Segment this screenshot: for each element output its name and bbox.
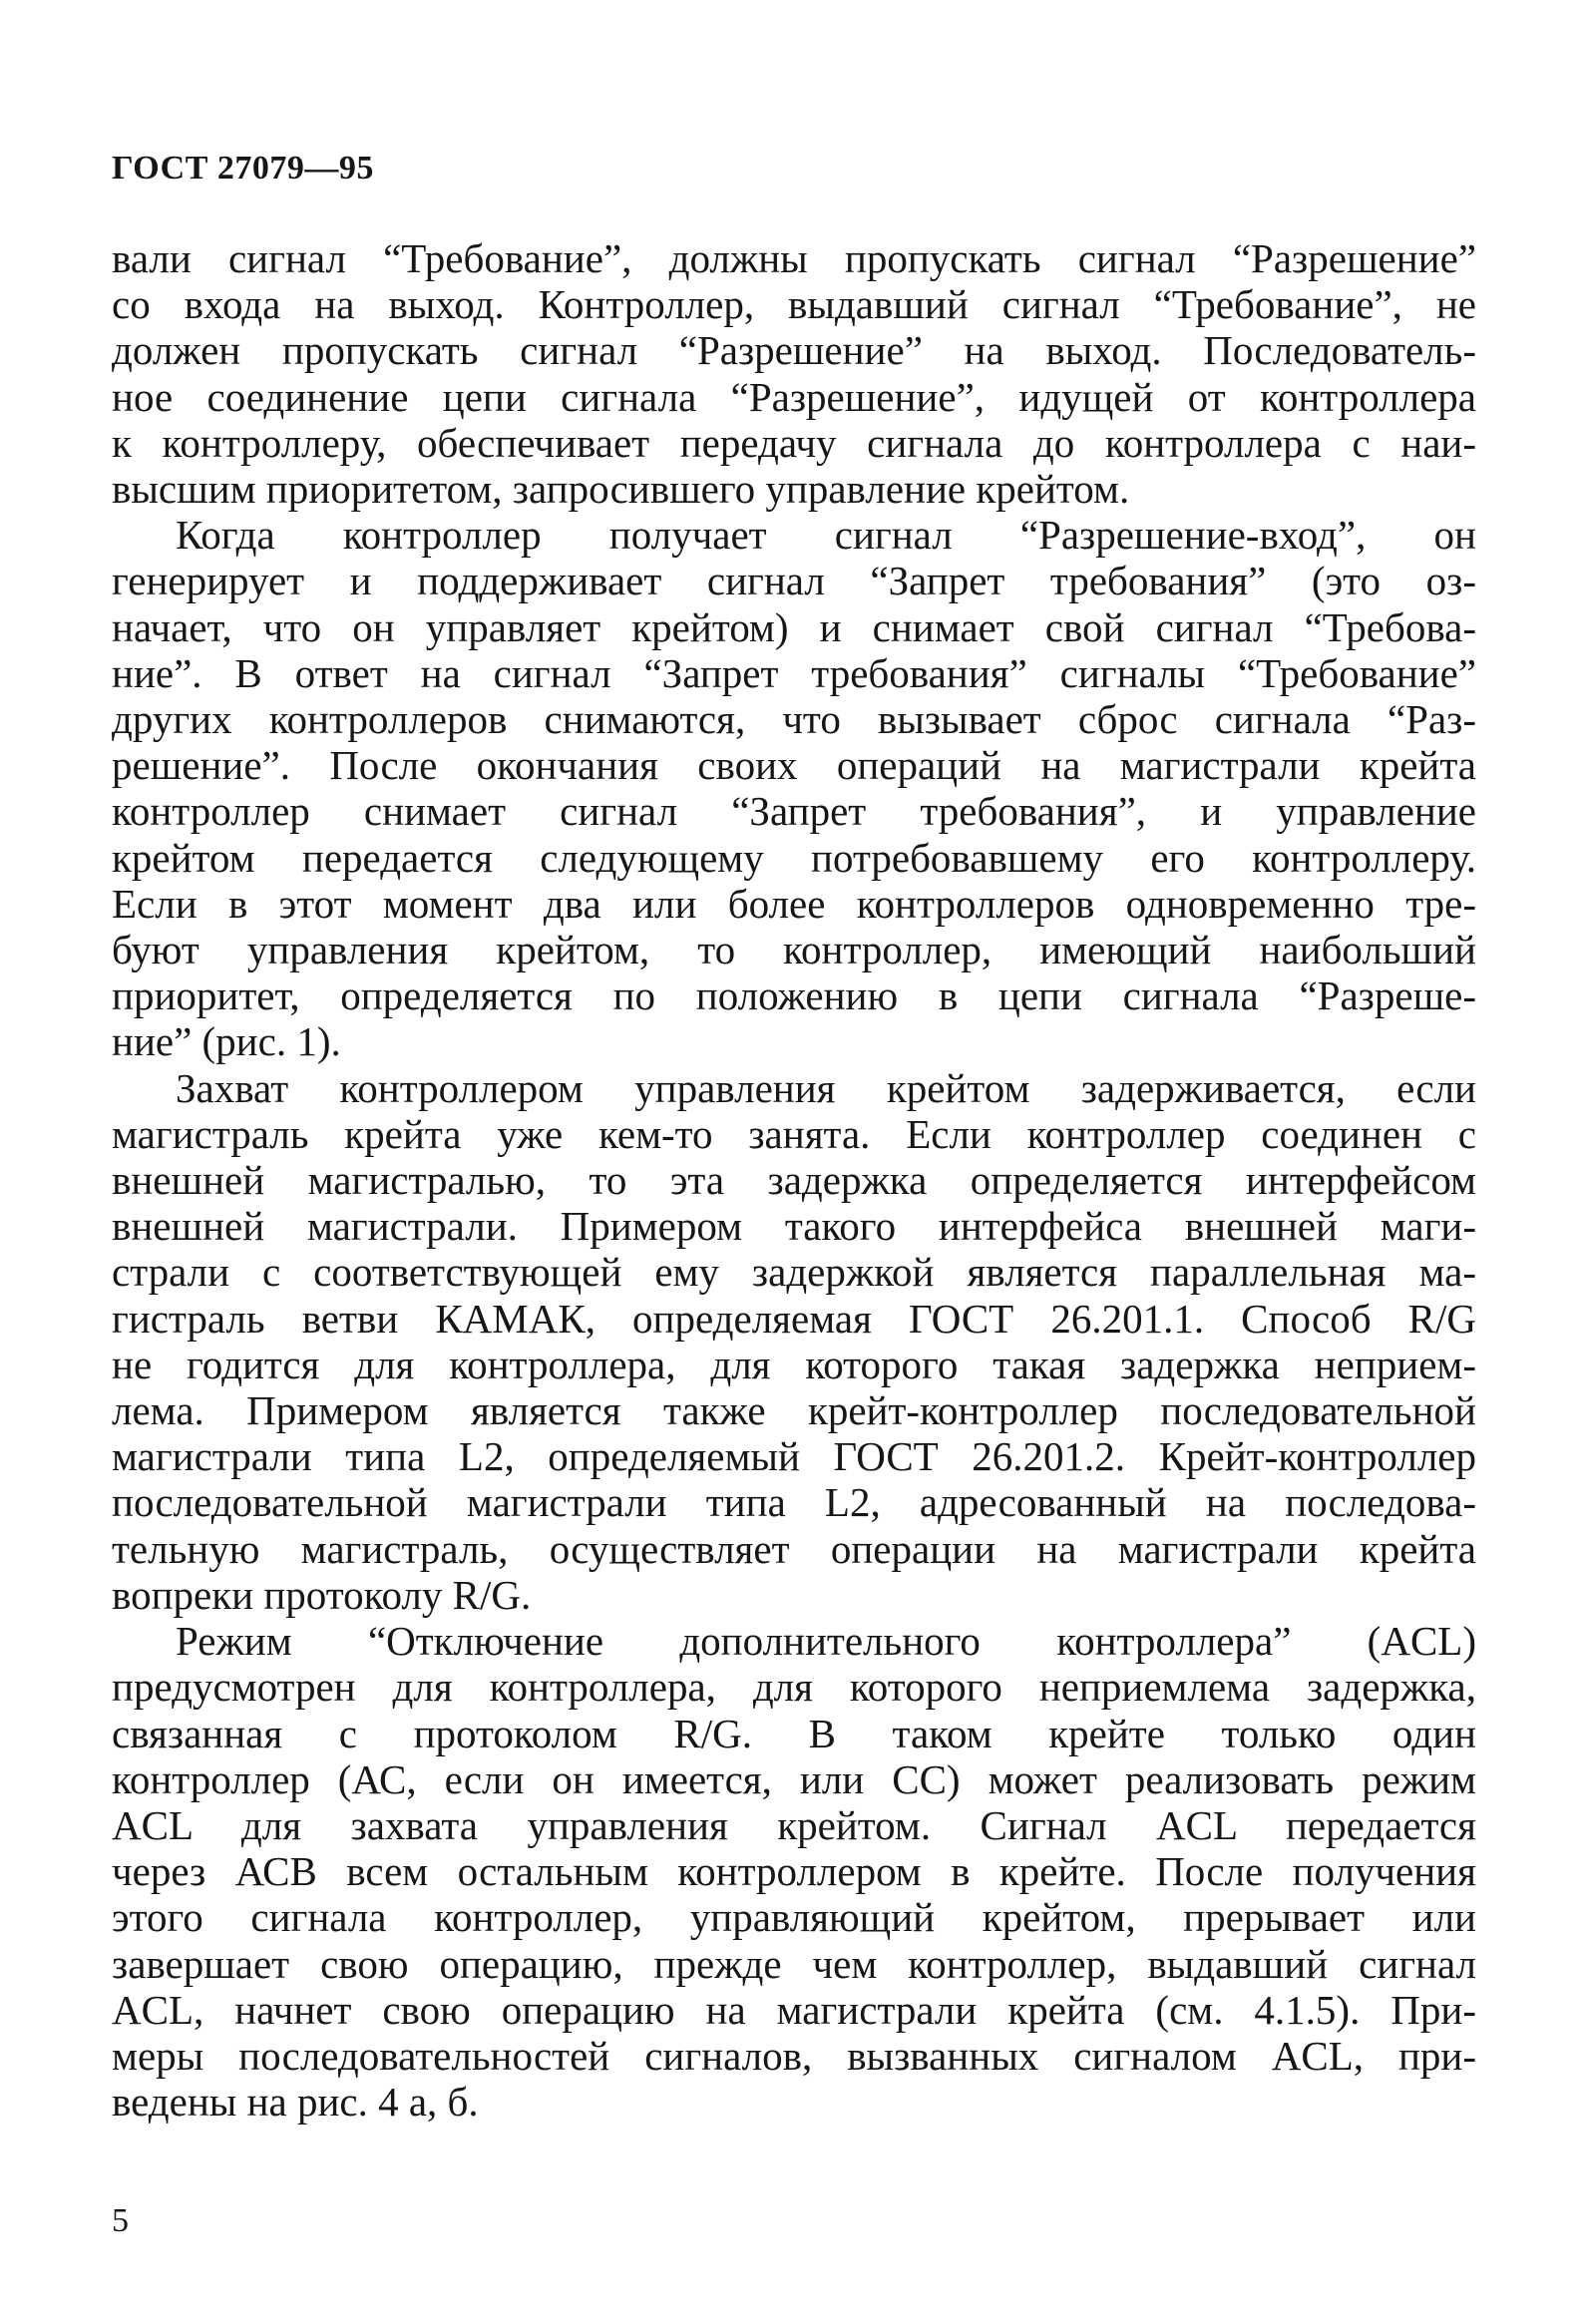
text-line: ACL, начнет свою операцию на магистрали крейта (см. 4.1.5). При- bbox=[112, 1986, 1476, 2033]
text-line: начает, что он управляет крейтом) и снимает свой сигнал “Требова- bbox=[112, 603, 1476, 650]
text-line: тельную магистраль, осуществляет операции на магистрали крейта bbox=[112, 1525, 1476, 1572]
text-line: ное соединение цепи сигнала “Разрешение”, идущей от контроллера bbox=[112, 373, 1476, 420]
paragraph-2 bbox=[112, 512, 1476, 1064]
text-line: гистраль ветви КАМАК, определяемая ГОСТ 26.201.1. Способ R/G bbox=[112, 1295, 1476, 1342]
text-line: ACL для захвата управления крейтом. Сигнал ACL передается bbox=[112, 1801, 1476, 1848]
document-header: ГОСТ 27079—95 bbox=[112, 150, 374, 187]
text-line: ние” (рис. 1). bbox=[112, 1018, 341, 1065]
text-line: завершает свою операцию, прежде чем контроллер, выдавший сигнал bbox=[112, 1940, 1476, 1987]
text-line: Если в этот момент два или более контроллеров одновременно тре- bbox=[112, 880, 1476, 927]
text-line: генерирует и поддерживает сигнал “Запрет требования” (это оз- bbox=[112, 558, 1476, 604]
text-line: ведены на рис. 4 а, б. bbox=[112, 2079, 479, 2126]
text-line: контроллер снимает сигнал “Запрет требования”, и управление bbox=[112, 788, 1476, 835]
text-line: приоритет, определяется по положению в цепи сигнала “Разреше- bbox=[112, 972, 1476, 1019]
text-line: Захват контроллером управления крейтом задерживается, если bbox=[176, 1064, 1476, 1111]
text-line: со входа на выход. Контроллер, выдавший сигнал “Требование”, не bbox=[112, 281, 1476, 328]
text-line: Режим “Отключение дополнительного контроллера” (ACL) bbox=[176, 1618, 1476, 1665]
text-line: вопреки протоколу R/G. bbox=[112, 1571, 532, 1618]
paragraph-1 bbox=[112, 235, 1476, 512]
text-line: через АСВ всем остальным контроллером в крейте. После получения bbox=[112, 1848, 1476, 1895]
text-line: меры последовательностей сигналов, вызванных сигналом ACL, при- bbox=[112, 2032, 1476, 2079]
page-number: 5 bbox=[112, 2202, 129, 2239]
text-line: последовательной магистрали типа L2, адресованный на последова- bbox=[112, 1479, 1476, 1526]
text-line: связанная с протоколом R/G. В таком крейте только один bbox=[112, 1710, 1476, 1756]
text-line: магистраль крейта уже кем-то занята. Если контроллер соединен с bbox=[112, 1110, 1476, 1157]
text-line: крейтом передается следующему потребовавшему его контроллеру. bbox=[112, 834, 1476, 881]
paragraph-3 bbox=[112, 1065, 1476, 1618]
document-body bbox=[112, 235, 1476, 2125]
text-line: внешней магистралью, то эта задержка определяется интерфейсом bbox=[112, 1157, 1476, 1204]
text-line: ние”. В ответ на сигнал “Запрет требования” сигналы “Требование” bbox=[112, 649, 1476, 696]
text-line: предусмотрен для контроллера, для которого неприемлема задержка, bbox=[112, 1664, 1476, 1711]
text-line: других контроллеров снимаются, что вызывает сброс сигнала “Раз- bbox=[112, 696, 1476, 743]
text-line: решение”. После окончания своих операций на магистрали крейта bbox=[112, 742, 1476, 789]
text-line: Когда контроллер получает сигнал “Разрешение-вход”, он bbox=[176, 512, 1476, 559]
text-line: к контроллеру, обеспечивает передачу сигнала до контроллера с наи- bbox=[112, 419, 1476, 466]
text-line: не годится для контроллера, для которого такая задержка неприем- bbox=[112, 1341, 1476, 1387]
text-line: буют управления крейтом, то контроллер, имеющий наибольший bbox=[112, 927, 1476, 973]
text-line: высшим приоритетом, запросившего управление крейтом. bbox=[112, 466, 1130, 513]
text-line: вали сигнал “Требование”, должны пропускать сигнал “Разрешение” bbox=[112, 235, 1476, 281]
text-line: страли с соответствующей ему задержкой является параллельная ма- bbox=[112, 1249, 1476, 1296]
text-line: должен пропускать сигнал “Разрешение” на выход. Последователь- bbox=[112, 327, 1476, 374]
paragraph-4 bbox=[112, 1618, 1476, 2125]
text-line: магистрали типа L2, определяемый ГОСТ 26.201.2. Крейт-контроллер bbox=[112, 1433, 1476, 1480]
text-line: этого сигнала контроллер, управляющий крейтом, прерывает или bbox=[112, 1894, 1476, 1941]
text-line: лема. Примером является также крейт-контроллер последовательной bbox=[112, 1387, 1476, 1434]
text-line: внешней магистрали. Примером такого интерфейса внешней маги- bbox=[112, 1203, 1476, 1250]
text-line: контроллер (АС, если он имеется, или СС) может реализовать режим bbox=[112, 1755, 1476, 1802]
